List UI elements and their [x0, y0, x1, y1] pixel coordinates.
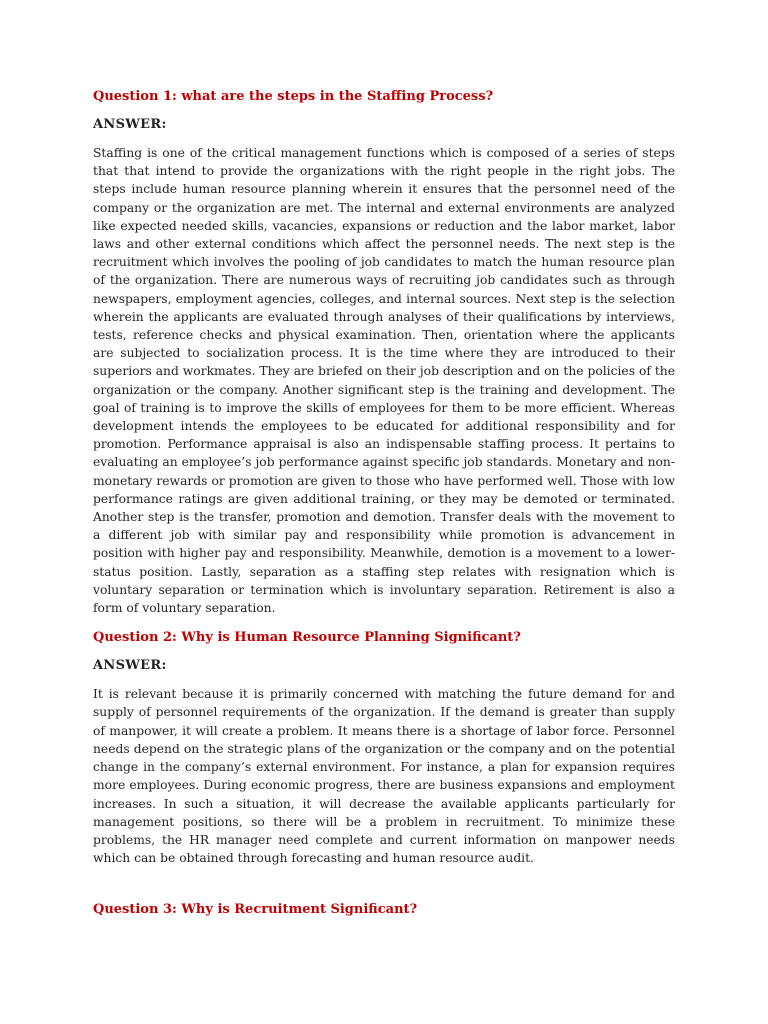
- question-1-section: [93, 88, 675, 617]
- answer-1-label: ANSWER:: [93, 117, 167, 132]
- answer-1-text: Staffing is one of the critical management functions which is composed of a series of steps that that intend to provide the organizations with the right people in the right jobs. The steps include human resource planning wherein it ensures that the personnel need of the company or the organization are met. The internal and external environments are analyzed like expected needed skills, vacancies, expansions or reduction and the labor market, labor laws and other external conditions which affect the personnel needs. The next step is the recruitment which involves the pooling of job candidates to match the human resource plan of the organization. There are numerous ways of recruiting job candidates such as through newspapers, employment agencies, colleges, and internal sources. Next step is the selection wherein the applicants are evaluated through analyses of their qualifications by interviews, tests, reference checks and physical examination. Then, orientation where the applicants are subjected to socialization process. It is the time where they are introduced to their superiors and workmates. They are briefed on their job description and on the policies of the organization or the company. Another significant step is the training and development. The goal of training is to improve the skills of employees for them to be more efficient. Whereas development intends the employees to be educated for additional responsibility and for promotion. Performance appraisal is also an indispensable staffing process. It pertains to evaluating an employee’s job performance against specific job standards. Monetary and non-monetary rewards or promotion are given to those who have performed well. Those with low performance ratings are given additional training, or they may be demoted or terminated. Another step is the transfer, promotion and demotion. Transfer deals with the movement to a different job with similar pay and responsibility while promotion is advancement in position with higher pay and responsibility. Meanwhile, demotion is a movement to a lower-status position. Lastly, separation as a staffing step relates with resignation which is voluntary separation or termination which is involuntary separation. Retirement is also a form of voluntary separation.: [93, 146, 675, 616]
- question-1-heading: Question 1: what are the steps in the Staffing Process?: [93, 89, 494, 104]
- question-3-section: [93, 901, 675, 919]
- answer-2-text: It is relevant because it is primarily concerned with matching the future demand for and supply of personnel requirements of the organization. If the demand is greater than supply of manpower, it will create a problem. It means there is a shortage of labor force. Personnel needs depend on the strategic plans of the organization or the company and on the potential change in the company’s external environment. For instance, a plan for expansion requires more employees. During economic progress, there are business expansions and employment increases. In such a situation, it will decrease the available applicants particularly for management positions, so there will be a problem in recruitment. To minimize these problems, the HR manager need complete and current information on manpower needs which can be obtained through forecasting and human resource audit.: [93, 687, 675, 866]
- document-content: [93, 88, 675, 919]
- question-2-heading: Question 2: Why is Human Resource Planning Significant?: [93, 630, 521, 646]
- question-2-section: [93, 629, 675, 867]
- question-3-heading: Question 3: Why is Recruitment Significant?: [93, 902, 418, 918]
- answer-2-label: ANSWER:: [93, 658, 167, 674]
